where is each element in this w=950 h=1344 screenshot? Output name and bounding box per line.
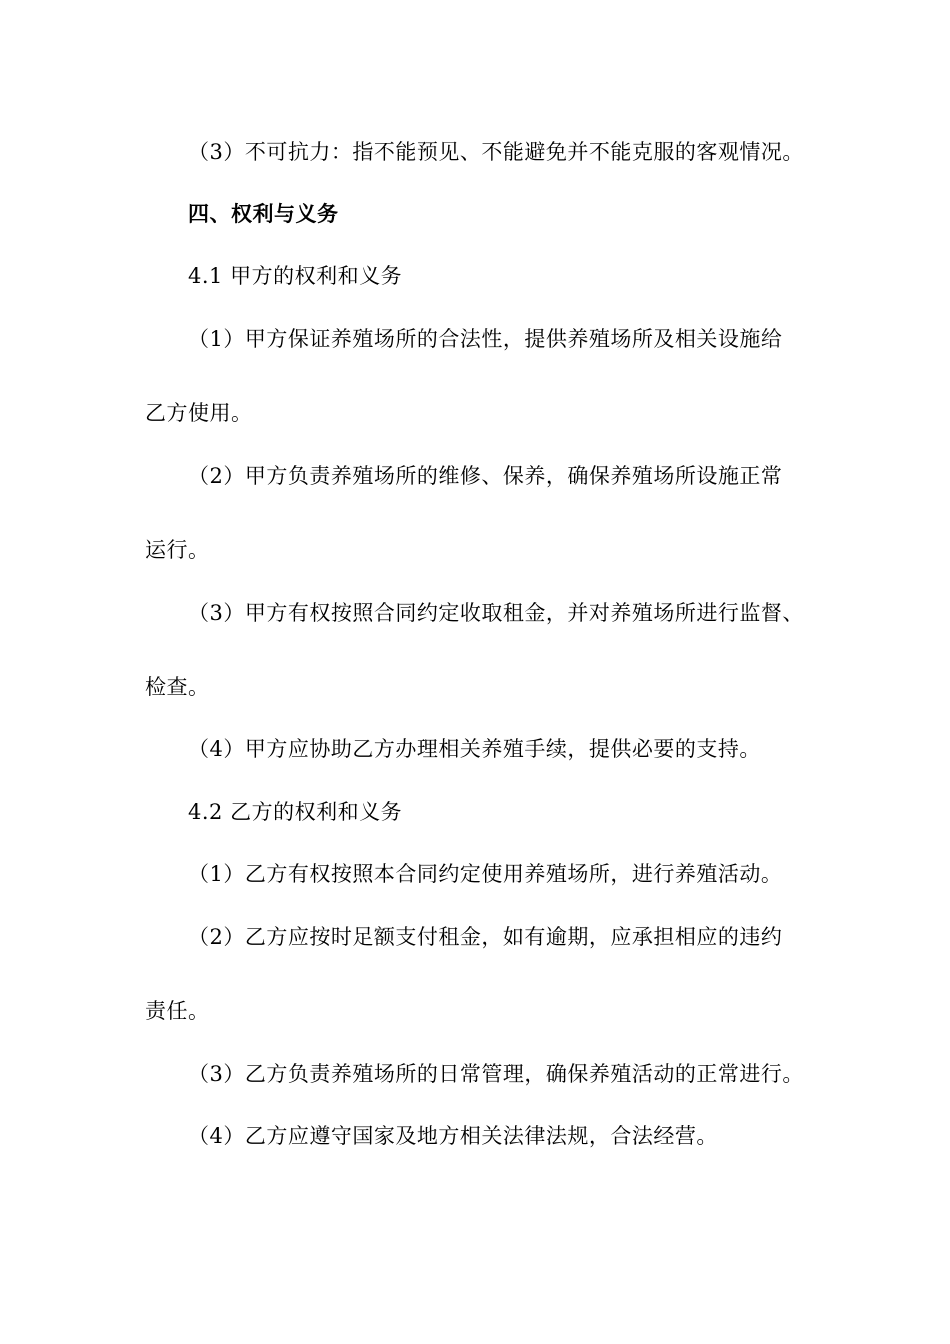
party-b-item-1: （1）乙方有权按照本合同约定使用养殖场所，进行养殖活动。 xyxy=(188,862,783,886)
party-a-item-3-line-1: （3）甲方有权按照合同约定收取租金，并对养殖场所进行监督、 xyxy=(188,601,804,625)
party-a-item-1-line-2: 乙方使用。 xyxy=(145,401,253,425)
party-b-item-3: （3）乙方负责养殖场所的日常管理，确保养殖活动的正常进行。 xyxy=(188,1062,804,1086)
party-b-item-4: （4）乙方应遵守国家及地方相关法律法规，合法经营。 xyxy=(188,1124,718,1148)
force-majeure-definition: （3）不可抗力：指不能预见、不能避免并不能克服的客观情况。 xyxy=(188,140,804,164)
party-b-item-2-line-1: （2）乙方应按时足额支付租金，如有逾期，应承担相应的违约 xyxy=(188,925,783,949)
party-a-item-2-line-1: （2）甲方负责养殖场所的维修、保养，确保养殖场所设施正常 xyxy=(188,464,783,488)
subsection-heading-party-b: 4.2 乙方的权利和义务 xyxy=(188,800,403,824)
party-a-item-4: （4）甲方应协助乙方办理相关养殖手续，提供必要的支持。 xyxy=(188,737,761,761)
party-a-item-1-line-1: （1）甲方保证养殖场所的合法性，提供养殖场所及相关设施给 xyxy=(188,327,783,351)
party-a-item-3-line-2: 检查。 xyxy=(145,675,210,699)
party-b-item-2-line-2: 责任。 xyxy=(145,999,210,1023)
party-a-item-2-line-2: 运行。 xyxy=(145,538,210,562)
section-heading-rights-obligations: 四、权利与义务 xyxy=(188,201,339,226)
subsection-heading-party-a: 4.1 甲方的权利和义务 xyxy=(188,264,403,288)
